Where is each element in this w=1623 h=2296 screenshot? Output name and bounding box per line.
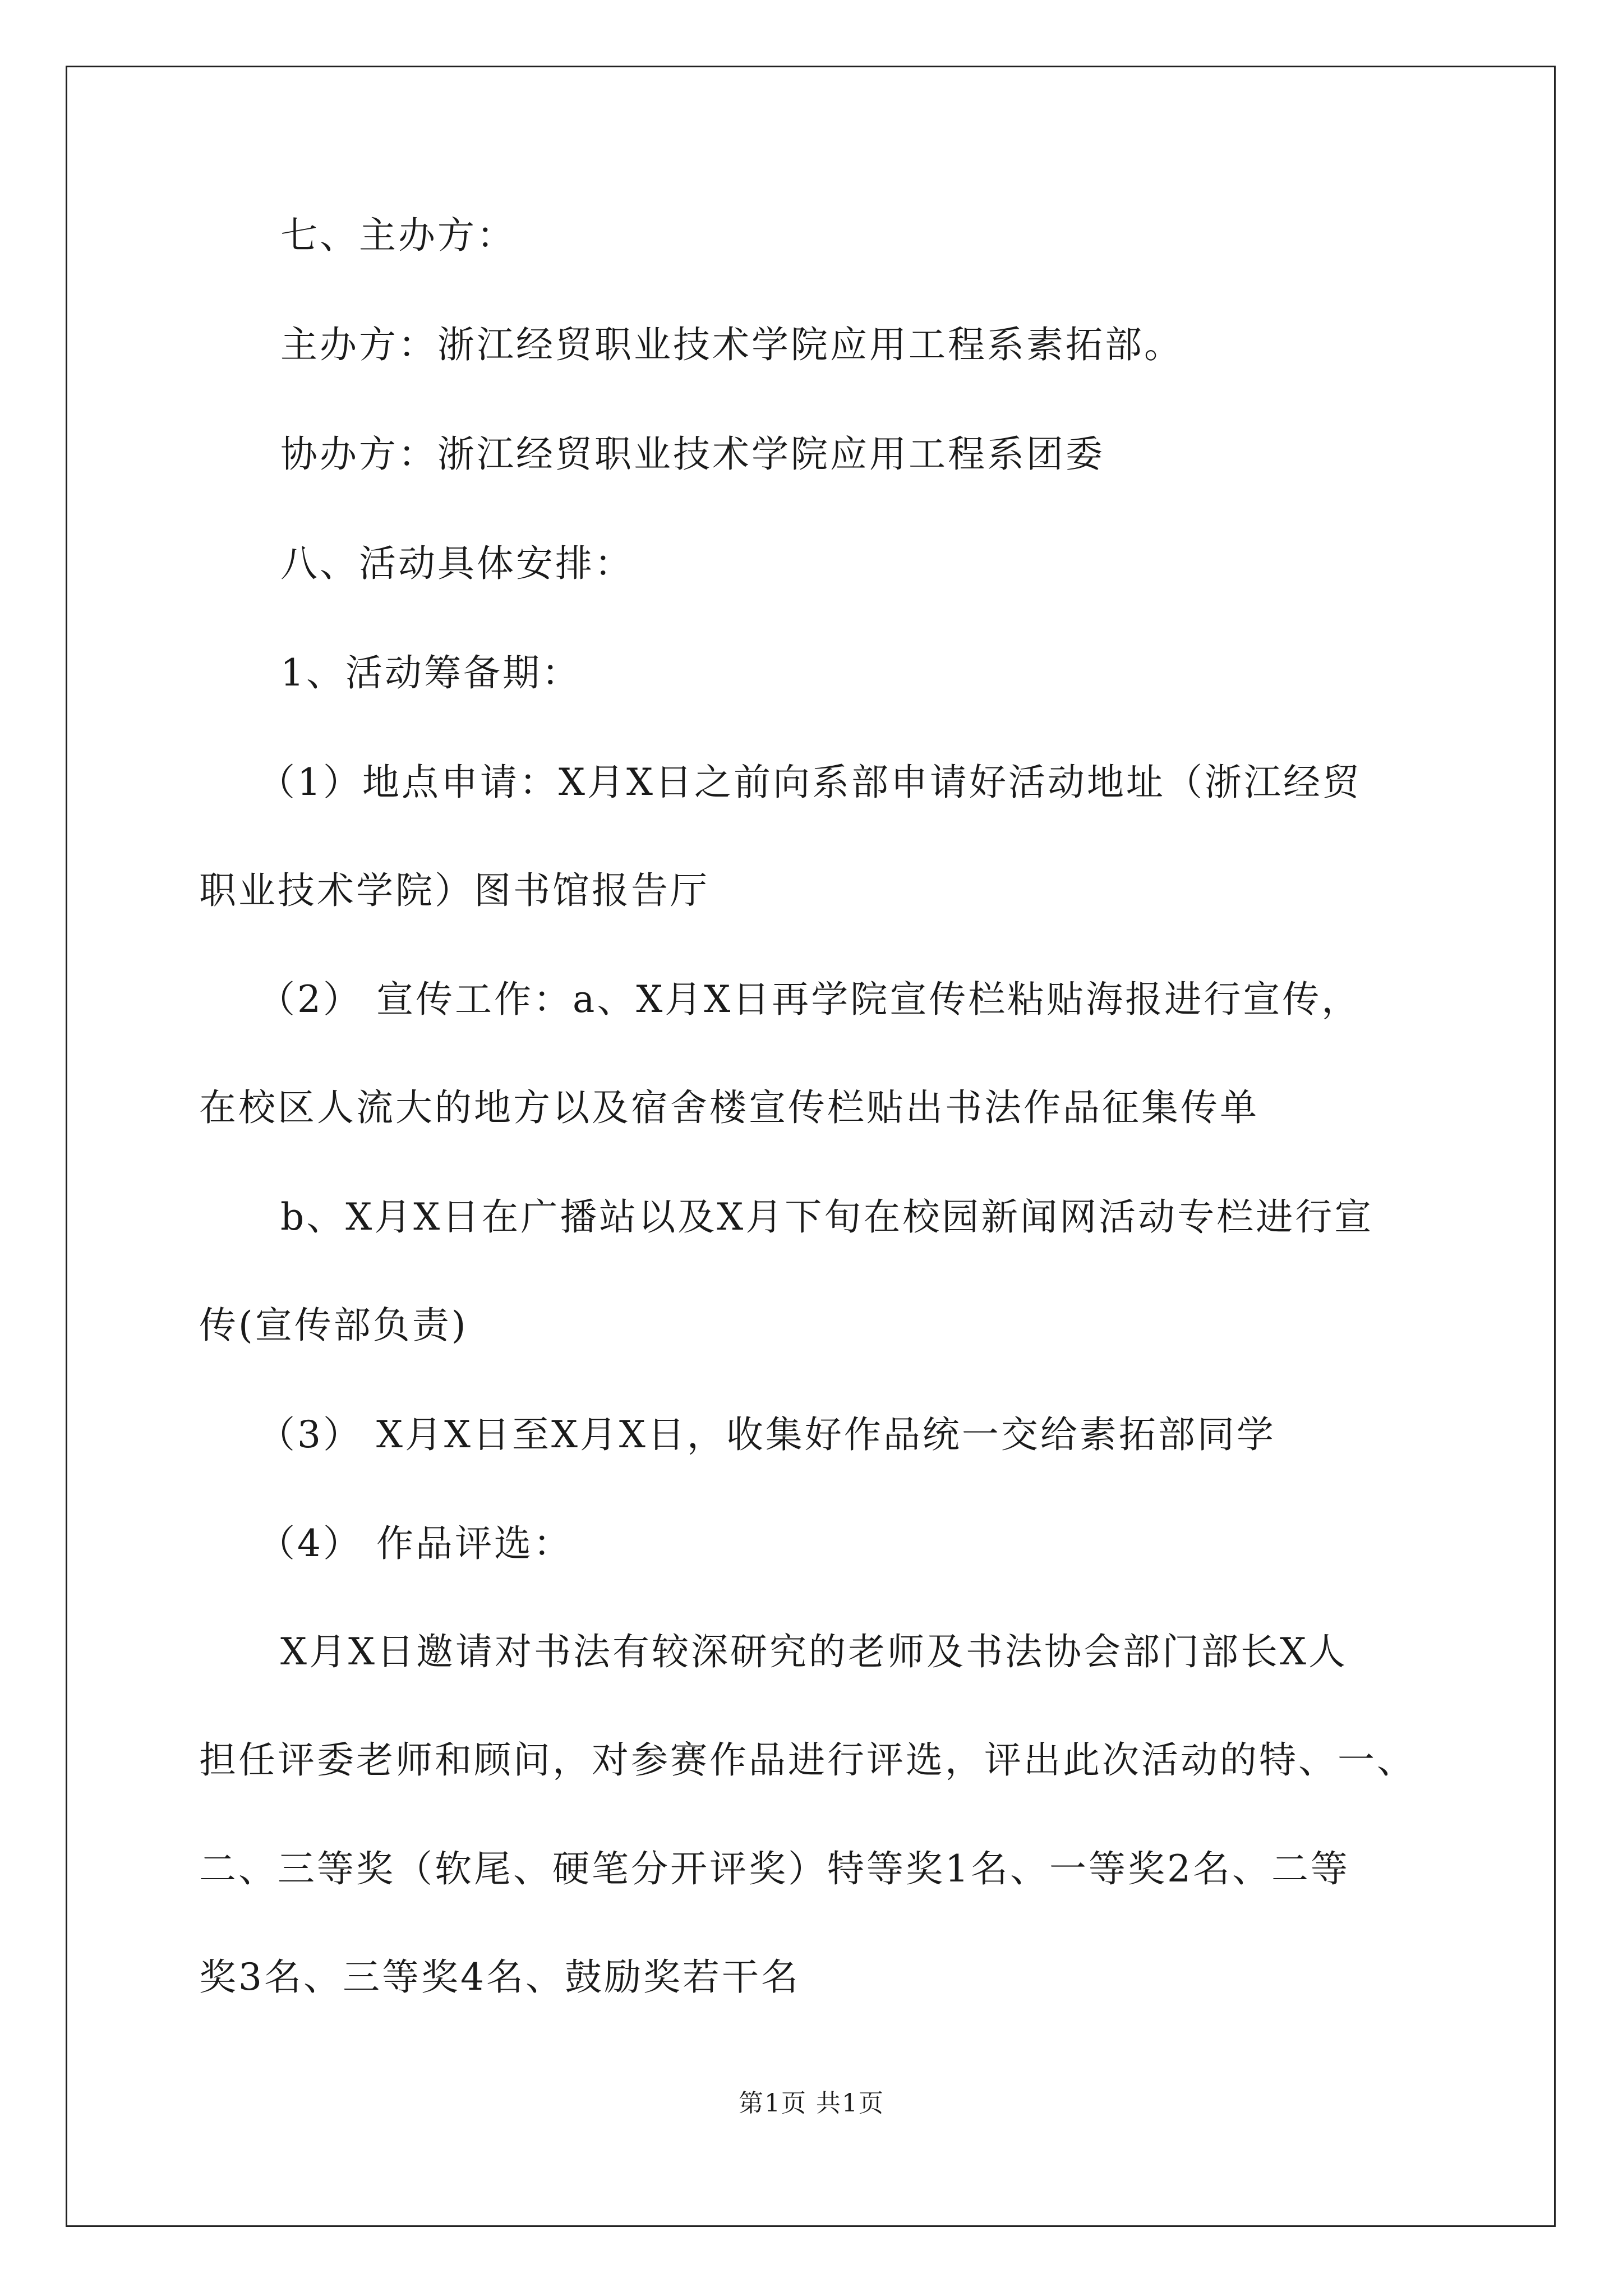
co-organizer-line: 协办方：浙江经贸职业技术学院应用工程系团委 — [280, 432, 1105, 476]
paragraph-broadcast: b、X月X日在广播站以及X月下旬在校园新闻网活动专栏进行宣 — [280, 1195, 1374, 1239]
paragraph-venue-cont: 职业技术学院）图书馆报告厅 — [199, 869, 709, 912]
organizer-line: 主办方：浙江经贸职业技术学院应用工程系素拓部。 — [280, 323, 1183, 366]
section-heading-schedule: 八、活动具体安排： — [280, 542, 634, 585]
paragraph-evaluation-cont-2: 二、三等奖（软尾、硬笔分开评奖）特等奖1名、一等奖2名、二等 — [199, 1847, 1350, 1890]
paragraph-publicity-cont: 在校区人流大的地方以及宿舍楼宣传栏贴出书法作品征集传单 — [199, 1086, 1259, 1129]
page-number-footer: 第1页 共1页 — [739, 2089, 884, 2118]
subsection-preparation: 1、活动筹备期： — [280, 651, 581, 694]
paragraph-venue: （1）地点申请：X月X日之前向系部申请好活动地址（浙江经贸 — [258, 761, 1362, 804]
paragraph-evaluation-cont-1: 担任评委老师和顾问，对参赛作品进行评选，评出此次活动的特、一、 — [199, 1738, 1416, 1782]
paragraph-broadcast-cont: 传(宣传部负责) — [199, 1304, 468, 1347]
paragraph-evaluation: X月X日邀请对书法有较深研究的老师及书法协会部门部长X人 — [280, 1630, 1348, 1673]
paragraph-collection: （3） X月X日至X月X日，收集好作品统一交给素拓部同学 — [258, 1413, 1276, 1456]
paragraph-publicity: （2） 宣传工作：a、X月X日再学院宣传栏粘贴海报进行宣传， — [258, 978, 1361, 1021]
page-border — [66, 66, 1556, 2227]
paragraph-evaluation-heading: （4） 作品评选： — [258, 1522, 573, 1565]
paragraph-evaluation-cont-3: 奖3名、三等奖4名、鼓励奖若干名 — [199, 1955, 800, 1999]
section-heading-organizer: 七、主办方： — [280, 214, 516, 257]
